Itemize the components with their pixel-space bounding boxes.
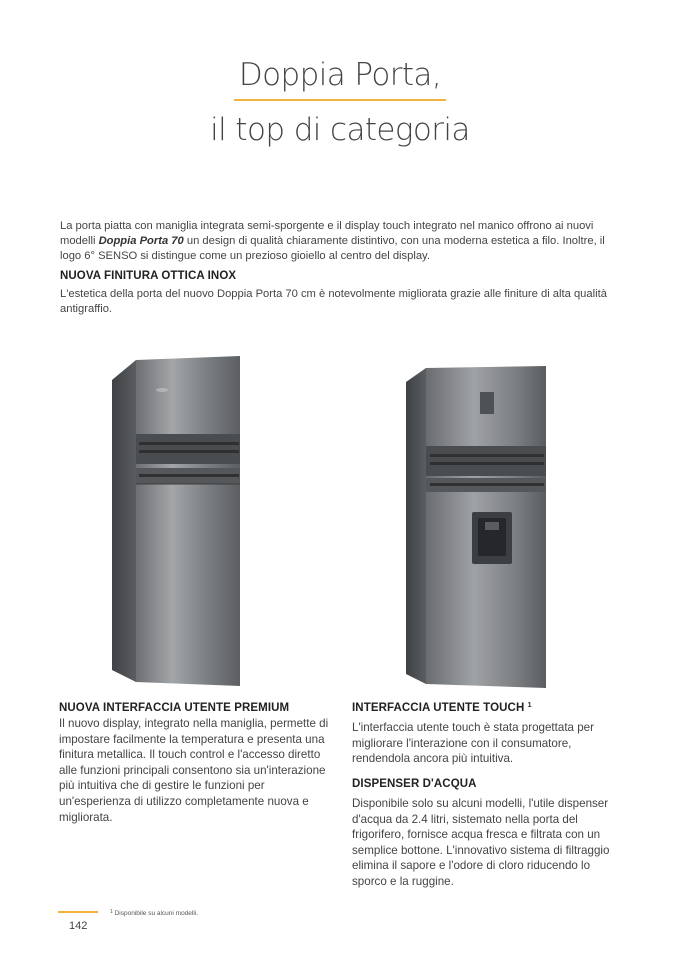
page-title-line2: il top di categoria xyxy=(210,112,470,148)
title-underline xyxy=(234,99,446,101)
finish-text: L'estetica della porta del nuovo Doppia Porta 70 cm è notevolmente migliorata grazie alle finiture di alta qualità antigraffio. xyxy=(60,288,607,316)
page-number: 142 xyxy=(69,920,88,932)
footnote xyxy=(110,909,198,917)
touch-heading-text: INTERFACCIA UTENTE TOUCH xyxy=(352,702,525,714)
intro-model-name: Doppia Porta 70 xyxy=(98,235,184,248)
fridge-image-right xyxy=(402,362,552,692)
premium-heading: NUOVA INTERFACCIA UTENTE PREMIUM xyxy=(59,702,290,714)
footnote-text: Disponibile su alcuni modelli. xyxy=(114,910,199,917)
intro-after: un design di qualità chiaramente distintivo, con una moderna estetica a filo. Inoltre, il logo 6° SENSO si distingue come un prezioso gioiello al centro del display. xyxy=(60,235,605,263)
touch-heading xyxy=(352,702,532,714)
intro-before: La porta piatta con maniglia integrata semi-sporgente e il display touch integrato nel manico offrono ai nuovi modelli xyxy=(60,220,594,248)
water-heading: DISPENSER D'ACQUA xyxy=(352,778,477,790)
finish-heading: NUOVA FINITURA OTTICA INOX xyxy=(60,270,237,282)
footnote-marker: 1 xyxy=(110,909,113,915)
water-text: Disponibile solo su alcuni modelli, l'utile dispenser d'acqua da 2.4 litri, sistemato nella porta del frigorifero, fornisce acqua fresca e filtrata con un semplice bottone. L'innovativo sistema di filtraggio elimina il sapore e l'odore di cloro riducendo lo sporco e la ruggine. xyxy=(352,797,610,888)
touch-footnote-marker: 1 xyxy=(527,702,532,709)
premium-text: Il nuovo display, integrato nella maniglia, permette di impostare facilmente la temperatura e presenta una finitura metallica. Il touch control e l'accesso diretto alle funzioni principali consentono sia un'interazione più intuitiva che di gestire le funzioni per un'esperienza di utilizzo completamente nuova e migliorata. xyxy=(59,717,329,824)
touch-text: L'interfaccia utente touch è stata progettata per migliorare l'interazione con il consumatore, rendendola ancora più intuitiva. xyxy=(352,721,594,766)
page-title-line1: Doppia Porta, xyxy=(238,57,442,93)
fridge-image-left xyxy=(106,350,246,690)
footer-accent-rule xyxy=(58,911,98,913)
intro-paragraph xyxy=(60,219,628,265)
